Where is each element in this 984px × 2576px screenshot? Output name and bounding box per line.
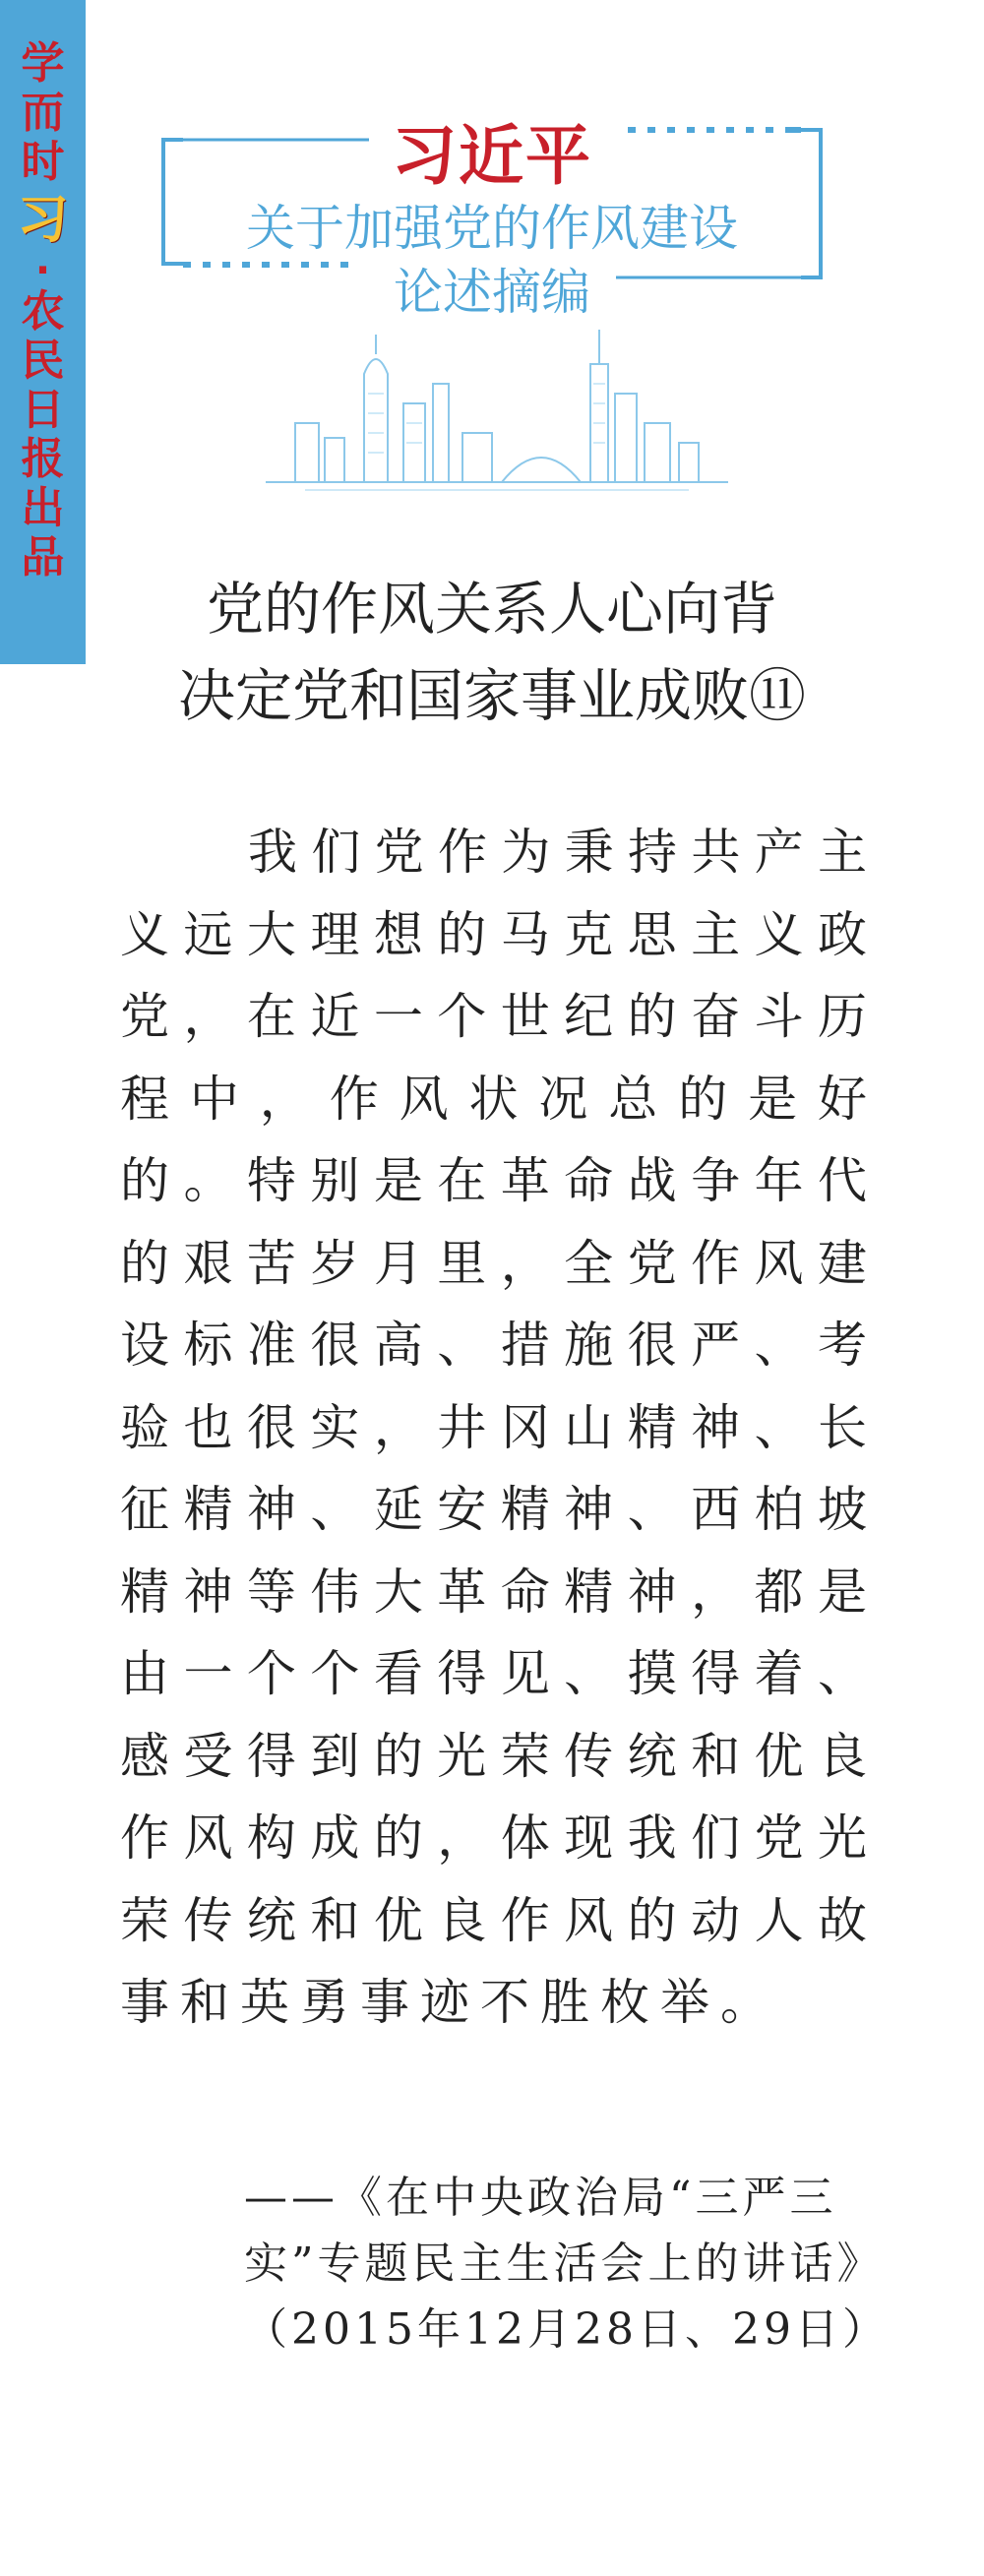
separator-dot: · [34, 248, 51, 293]
side-char: 日 [21, 385, 65, 435]
side-char: 农 [21, 286, 65, 337]
side-tab-banner [0, 0, 86, 664]
header-subtitle-line2: 论述摘编 [394, 264, 590, 321]
side-char: 而 [21, 88, 65, 138]
city-skyline-icon [266, 325, 728, 492]
article-body: 我们党作为秉持共产主义远大理想的马克思主义政党，在近一个世纪的奋斗历程中，作风状况总的是好的。特别是在革命战争年代的艰苦岁月里，全党作风建设标准很高、措施很严、考验也很实，井冈山精神、长征精神、延安精神、西柏坡精神等伟大革命精神，都是由一个个看得见、摸得着、感受得到的光荣传统和优良作风构成的，体现我们党光荣传统和优良作风的动人故事和英勇事迹不胜枚举。 [120, 824, 878, 2031]
header-frame [157, 98, 827, 321]
side-char: 学 [21, 38, 65, 89]
article-title-line2: 决定党和国家事业成败⑪ [177, 662, 806, 729]
side-char: 品 [21, 532, 65, 583]
article-title [0, 566, 984, 739]
side-char: 报 [21, 434, 65, 484]
header-name: 习近平 [392, 118, 592, 194]
article-title-line1: 党的作风关系人心向背 [206, 576, 777, 643]
header-subtitle-line1: 关于加强党的作风建设 [246, 200, 738, 257]
side-char: 时 [21, 137, 65, 187]
source-citation: ——《在中央政治局“三严三实”专题民主生活会上的讲话》（2015年12月28日、29日） [244, 2173, 890, 2355]
xi-emblem-icon: 习 [17, 190, 69, 250]
side-char: 出 [21, 483, 65, 533]
side-char: 民 [21, 336, 65, 386]
side-tab-text [0, 39, 86, 583]
